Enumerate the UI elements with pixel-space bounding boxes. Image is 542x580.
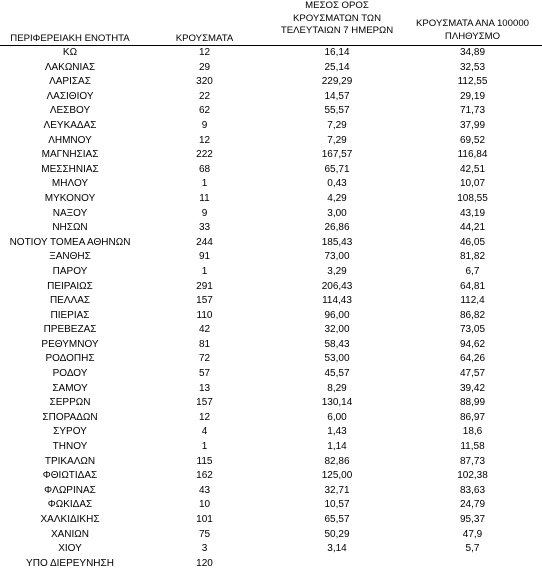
header-region: ΠΕΡΙΦΕΡΕΙΑΚΗ ΕΝΟΤΗΤΑ — [10, 33, 130, 44]
table-body — [0, 46, 542, 571]
cell-region: ΦΛΩΡΙΝΑΣ — [44, 484, 96, 496]
cell-region: ΧΑΛΚΙΔΙΚΗΣ — [40, 514, 100, 525]
cell-region: ΠΕΛΛΑΣ — [49, 295, 91, 307]
table-row — [0, 280, 542, 295]
table-row — [0, 250, 542, 265]
cell-avg7: 7,29 — [327, 119, 347, 131]
cell-region: ΛΑΡΙΣΑΣ — [49, 76, 91, 88]
table-row — [0, 455, 542, 470]
cell-avg7: 32,71 — [324, 484, 350, 496]
cell-per100k: 47,57 — [459, 368, 486, 380]
cell-per100k: 87,73 — [459, 455, 486, 467]
cell-cases: 12 — [198, 411, 211, 423]
cell-cases: 1 — [201, 178, 208, 190]
cell-avg7: 45,57 — [324, 368, 350, 380]
cell-per100k: 71,73 — [459, 105, 486, 117]
cell-avg7: 50,29 — [324, 528, 350, 540]
cell-cases: 244 — [196, 236, 213, 248]
cell-per100k: 69,52 — [459, 134, 486, 146]
header-avg7-line1: ΜΕΣΟΣ ΟΡΟΣ — [305, 0, 369, 11]
cell-cases: 162 — [196, 470, 213, 482]
cell-cases: 43 — [198, 484, 211, 496]
header-avg7-line2: ΚΡΟΥΣΜΑΤΩΝ ΤΩΝ — [292, 12, 382, 24]
cell-region: ΣΑΜΟΥ — [52, 382, 88, 394]
cell-cases: 115 — [196, 455, 213, 467]
cell-per100k: 116,84 — [457, 149, 488, 161]
table-row — [0, 367, 542, 382]
table-row — [0, 119, 542, 134]
cell-region: ΛΑΣΙΘΙΟΥ — [46, 90, 94, 102]
cell-region: ΣΥΡΟΥ — [53, 426, 87, 438]
table-row — [0, 528, 542, 543]
cell-region: ΠΑΡΟΥ — [52, 265, 88, 277]
table-row — [0, 425, 542, 440]
cell-avg7: 8,29 — [327, 382, 347, 394]
table-row — [0, 411, 542, 426]
cell-avg7: 26,86 — [324, 222, 350, 234]
cell-cases: 42 — [198, 324, 211, 336]
cell-avg7: 114,43 — [322, 295, 352, 307]
cell-cases: 1 — [201, 265, 208, 277]
cell-region: ΛΑΚΩΝΙΑΣ — [44, 61, 96, 73]
cell-region: ΜΕΣΣΗΝΙΑΣ — [41, 163, 99, 175]
cell-cases: 1 — [201, 441, 208, 453]
cell-per100k: 6,7 — [465, 265, 480, 277]
table-row — [0, 163, 542, 178]
cell-cases: 81 — [198, 338, 211, 350]
cell-cases: 157 — [196, 397, 213, 409]
cell-cases: 9 — [201, 119, 208, 131]
table-row — [0, 542, 542, 557]
cell-cases: 12 — [198, 134, 211, 146]
cell-cases: 22 — [198, 90, 211, 102]
table-row — [0, 352, 542, 367]
cell-region: ΝΟΤΙΟΥ ΤΟΜΕΑ ΑΘΗΝΩΝ — [9, 236, 131, 248]
cell-avg7: 53,00 — [324, 353, 350, 365]
cell-cases: 110 — [196, 309, 213, 321]
cell-avg7: 185,43 — [321, 236, 353, 248]
header-per100k-line1: ΚΡΟΥΣΜΑΤΑ ΑΝΑ 100000 — [416, 18, 529, 29]
header-per100k-line2: ΠΛΗΘΥΣΜΟ — [444, 30, 501, 42]
table-row — [0, 61, 542, 76]
cell-avg7: 58,43 — [324, 338, 350, 350]
cell-cases: 33 — [198, 222, 211, 234]
cell-per100k: 18,6 — [462, 426, 483, 438]
cell-avg7: 65,57 — [324, 514, 350, 525]
cell-avg7: 229,29 — [321, 76, 353, 88]
cell-per100k: 34,89 — [459, 47, 486, 58]
cell-region: ΧΙΟΥ — [58, 543, 82, 555]
cell-avg7: 1,43 — [327, 426, 347, 438]
cell-region: ΥΠΟ ΔΙΕΡΕΥΝΗΣΗ — [26, 557, 114, 569]
cell-per100k: 94,62 — [459, 338, 486, 350]
cell-cases: 10 — [198, 499, 211, 511]
cell-region: ΤΗΝΟΥ — [52, 441, 88, 453]
cell-region: ΛΕΥΚΑΔΑΣ — [43, 119, 97, 131]
cell-region: ΠΡΕΒΕΖΑΣ — [43, 324, 97, 336]
cell-avg7: 125,00 — [321, 470, 353, 482]
cell-per100k: 11,58 — [460, 441, 485, 453]
table-row — [0, 498, 542, 513]
cell-per100k: 88,99 — [459, 397, 486, 409]
cell-per100k: 43,19 — [459, 207, 486, 219]
cell-cases: 75 — [198, 528, 211, 540]
table-row — [0, 338, 542, 353]
cell-region: ΜΗΛΟΥ — [51, 178, 89, 190]
cell-cases: 72 — [198, 353, 211, 365]
cell-avg7: 10,57 — [324, 499, 350, 511]
cell-cases: 101 — [196, 514, 213, 525]
cell-avg7: 167,57 — [321, 149, 353, 161]
table-row — [0, 104, 542, 119]
cell-avg7: 32,00 — [324, 324, 350, 336]
cell-avg7: 3,00 — [327, 207, 347, 219]
cell-region: ΠΙΕΡΙΑΣ — [50, 309, 90, 321]
cell-region: ΣΠΟΡΑΔΩΝ — [42, 411, 98, 423]
table-row — [0, 177, 542, 192]
cell-per100k: 24,79 — [459, 499, 486, 511]
cell-avg7: 65,71 — [324, 163, 350, 175]
cell-avg7: 6,00 — [327, 411, 347, 423]
cell-region: ΣΕΡΡΩΝ — [49, 397, 91, 409]
table-row — [0, 90, 542, 105]
cell-avg7: 1,14 — [327, 441, 347, 453]
cell-per100k: 86,82 — [459, 309, 486, 321]
cell-avg7: 3,14 — [327, 543, 347, 555]
cell-avg7: 7,29 — [327, 134, 347, 146]
cell-avg7: 96,00 — [324, 309, 350, 321]
cell-avg7: 25,14 — [324, 61, 350, 73]
cell-per100k: 44,21 — [459, 222, 486, 234]
cell-region: ΧΑΝΙΩΝ — [50, 528, 90, 540]
cell-per100k: 10,07 — [459, 178, 486, 190]
header-cases: ΚΡΟΥΣΜΑΤΑ — [175, 33, 234, 44]
cell-cases: 12 — [198, 47, 211, 58]
cell-cases: 4 — [201, 426, 208, 438]
table-row — [0, 309, 542, 324]
table-row — [0, 148, 542, 163]
cell-cases: 9 — [201, 207, 208, 219]
cell-avg7: 16,14 — [324, 47, 350, 58]
cell-per100k: 112,55 — [457, 76, 488, 88]
cell-avg7: 0,43 — [327, 178, 347, 190]
cell-region: ΦΩΚΙΔΑΣ — [47, 499, 93, 511]
cell-region: ΡΕΘΥΜΝΟΥ — [41, 338, 99, 350]
cell-cases: 13 — [198, 382, 211, 394]
table-row — [0, 221, 542, 236]
cell-avg7: 3,29 — [327, 265, 347, 277]
cell-avg7: 73,00 — [324, 251, 350, 263]
table-row — [0, 557, 542, 572]
cell-per100k: 73,05 — [459, 324, 486, 336]
cell-per100k: 108,55 — [457, 192, 488, 204]
cell-cases: 3 — [201, 543, 208, 555]
cell-avg7: 55,57 — [324, 105, 350, 117]
table-row — [0, 469, 542, 484]
table-row — [0, 236, 542, 251]
cell-region: ΝΑΞΟΥ — [52, 207, 88, 219]
cell-per100k: 42,51 — [459, 163, 486, 175]
cell-per100k: 37,99 — [459, 119, 486, 131]
table-row — [0, 323, 542, 338]
table-row — [0, 207, 542, 222]
cell-region: ΤΡΙΚΑΛΩΝ — [44, 455, 96, 467]
header-avg7 — [268, 0, 406, 38]
cell-cases: 29 — [198, 61, 211, 73]
cell-per100k: 112,4 — [460, 295, 485, 307]
cell-per100k: 64,26 — [459, 353, 486, 365]
cell-per100k: 46,05 — [459, 236, 486, 248]
cell-per100k: 5,7 — [465, 543, 480, 555]
cell-per100k: 39,42 — [459, 382, 486, 394]
header-avg7-line3: ΤΕΛΕΥΤΑΙΩΝ 7 ΗΜΕΡΩΝ — [280, 25, 394, 36]
cell-cases: 291 — [196, 280, 213, 292]
cell-cases: 57 — [198, 368, 211, 380]
table-row — [0, 396, 542, 411]
cell-per100k: 32,53 — [459, 61, 486, 73]
cell-region: ΝΗΣΩΝ — [52, 222, 88, 234]
cell-cases: 157 — [196, 295, 213, 307]
cell-per100k: 102,38 — [457, 470, 488, 482]
cell-cases: 11 — [199, 192, 210, 204]
cell-region: ΜΑΓΝΗΣΙΑΣ — [41, 149, 99, 161]
cell-region: ΛΕΣΒΟΥ — [49, 105, 91, 117]
cell-cases: 68 — [198, 163, 211, 175]
table-row — [0, 134, 542, 149]
cell-region: ΜΥΚΟΝΟΥ — [44, 192, 96, 204]
cell-region: ΡΟΔΟΥ — [52, 368, 88, 380]
cell-region: ΡΟΔΟΠΗΣ — [45, 353, 95, 365]
cell-cases: 222 — [196, 149, 213, 161]
cell-avg7: 82,86 — [324, 455, 350, 467]
cell-region: ΞΑΝΘΗΣ — [49, 251, 91, 263]
cell-per100k: 29,19 — [459, 90, 486, 102]
cell-per100k: 47,9 — [462, 528, 483, 540]
header-per100k — [403, 18, 542, 43]
cell-region: ΛΗΜΝΟΥ — [48, 134, 92, 146]
cell-per100k: 64,81 — [459, 280, 486, 292]
table-row — [0, 484, 542, 499]
cell-avg7: 130,14 — [321, 397, 353, 409]
table-row — [0, 294, 542, 309]
cell-cases: 320 — [196, 76, 213, 88]
cell-cases: 120 — [196, 557, 213, 569]
table-row — [0, 75, 542, 90]
cell-avg7: 14,57 — [324, 90, 350, 102]
table-header — [0, 0, 542, 46]
cell-region: ΚΩ — [62, 47, 78, 58]
cell-region: ΦΘΙΩΤΙΔΑΣ — [42, 470, 98, 482]
cell-per100k: 83,63 — [459, 484, 486, 496]
cell-region: ΠΕΙΡΑΙΩΣ — [47, 280, 93, 292]
cell-per100k: 86,97 — [459, 411, 486, 423]
table-row — [0, 265, 542, 280]
cell-avg7: 4,29 — [327, 192, 347, 204]
table-row — [0, 513, 542, 528]
cell-avg7: 206,43 — [321, 280, 353, 292]
cell-per100k: 81,82 — [459, 251, 486, 263]
cell-cases: 62 — [198, 105, 211, 117]
table-row — [0, 440, 542, 455]
cell-per100k: 95,37 — [459, 514, 486, 525]
cell-cases: 91 — [198, 251, 211, 263]
table-row — [0, 46, 542, 61]
table-row — [0, 192, 542, 207]
table-row — [0, 382, 542, 397]
